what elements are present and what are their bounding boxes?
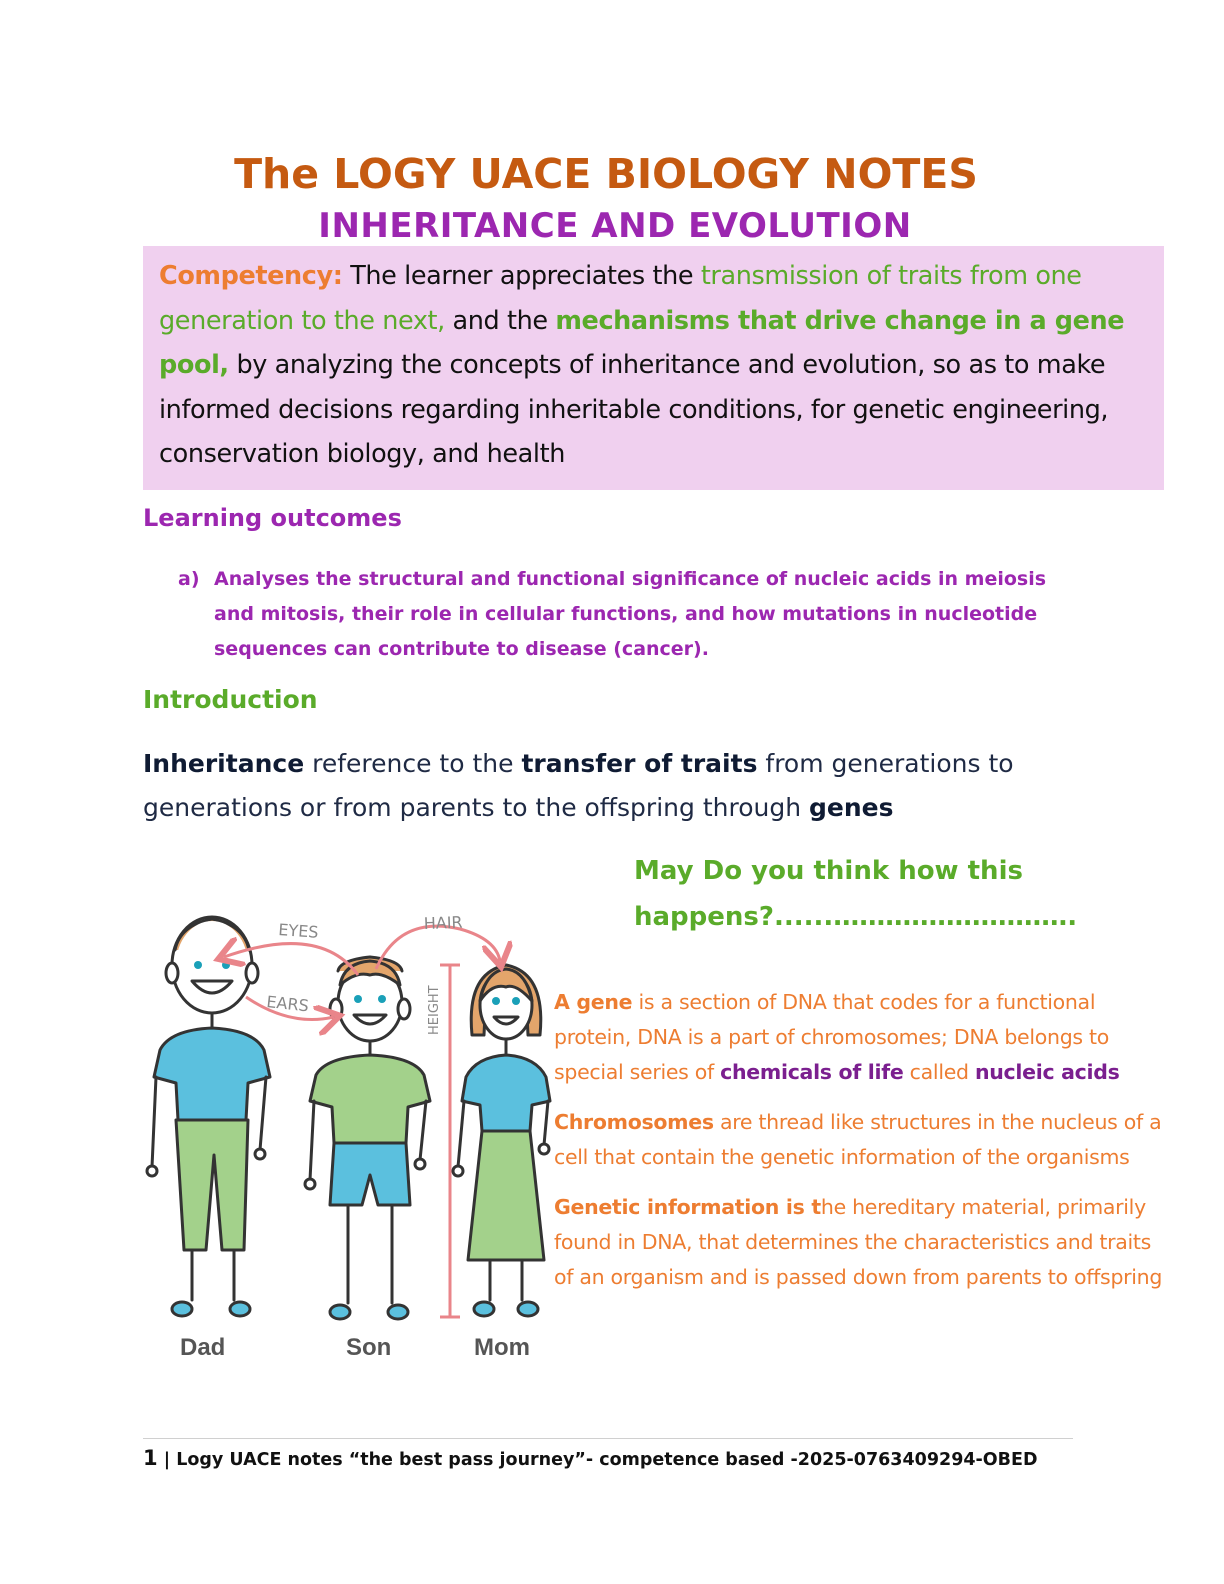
- learning-outcomes-heading: Learning outcomes: [143, 504, 402, 532]
- dad-figure: [147, 917, 270, 1316]
- chemicals-of-life-term: chemicals of life: [720, 1060, 904, 1084]
- son-figure: [305, 957, 430, 1319]
- competency-highlight-1: transmission of traits from one generation to the next,: [159, 261, 1082, 336]
- ears-label: EARS: [265, 992, 310, 1016]
- competency-box: [143, 246, 1164, 490]
- height-ruler: [440, 965, 460, 1317]
- hair-label: HAIR: [423, 912, 463, 933]
- learning-outcomes-list: [178, 562, 1058, 667]
- inheritance-definition: [143, 742, 1103, 830]
- dad-label: Dad: [180, 1334, 226, 1361]
- height-label: HEIGHT: [427, 985, 442, 1035]
- nucleic-acids-term: nucleic acids: [974, 1060, 1120, 1084]
- eyes-label: EYES: [277, 920, 320, 942]
- competency-text-2: and the: [444, 305, 556, 336]
- gene-text-2: called: [903, 1060, 975, 1084]
- footer-divider: [143, 1438, 1073, 1439]
- competency-label: Competency:: [159, 261, 343, 291]
- genetic-information-text: he hereditary material, primarily found in DNA, that determines the characteristics and traits of an organism and is passed down from parents to offspring: [554, 1195, 1163, 1289]
- son-label: Son: [346, 1334, 392, 1361]
- footer-text: Logy UACE notes “the best pass journey”- competence based -2025-0763409294-OBED: [176, 1450, 1038, 1470]
- competency-text-1: The learner appreciates the: [342, 261, 701, 291]
- inheritance-text-2: from generations to generations or from parents to the offspring through: [143, 749, 1014, 822]
- gene-term: A gene: [554, 990, 633, 1014]
- list-item: [178, 562, 1058, 667]
- mom-figure: [453, 965, 550, 1316]
- page-footer: [143, 1446, 1038, 1470]
- definitions-block: [554, 985, 1166, 1310]
- gene-text-1: is a section of DNA that codes for a functional protein, DNA is a part of chromosomes; DNA belongs to special series of: [554, 990, 1109, 1084]
- chromosomes-definition: [554, 1105, 1166, 1175]
- competency-text-3: by analyzing the concepts of inheritance and evolution, so as to make informed decisions regarding inheritable conditions, for genetic engineering, conservation biology, and health: [159, 350, 1109, 469]
- list-marker: a): [178, 568, 200, 590]
- mom-label: Mom: [474, 1334, 530, 1361]
- genes-term: genes: [809, 793, 894, 822]
- family-inheritance-illustration: [130, 905, 560, 1375]
- question-prompt: May Do you think how this happens?......……………………….: [634, 856, 1078, 932]
- competency-highlight-2: mechanisms that drive change in a gene pool,: [159, 305, 1125, 380]
- page-subtitle: INHERITANCE AND EVOLUTION: [318, 206, 912, 246]
- chromosomes-text: are thread like structures in the nucleus of a cell that contain the genetic information of the organisms: [554, 1110, 1162, 1169]
- footer-separator: |: [157, 1450, 177, 1470]
- genetic-information-definition: [554, 1190, 1166, 1295]
- page-number: 1: [143, 1446, 158, 1470]
- list-item-text: Analyses the structural and functional significance of nucleic acids in meiosis and mitosis, their role in cellular functions, and how mutations in nucleotide sequences can contribute to disease (cancer).: [214, 568, 1047, 660]
- inheritance-term: Inheritance: [143, 749, 305, 778]
- chromosomes-term: Chromosomes: [554, 1110, 714, 1134]
- transfer-of-traits-term: transfer of traits: [521, 749, 758, 778]
- inheritance-text-1: reference to the: [304, 749, 522, 778]
- introduction-heading: Introduction: [143, 685, 318, 714]
- page-title: The LOGY UACE BIOLOGY NOTES: [234, 150, 978, 198]
- gene-definition: [554, 985, 1166, 1090]
- genetic-information-term: Genetic information is t: [554, 1195, 821, 1219]
